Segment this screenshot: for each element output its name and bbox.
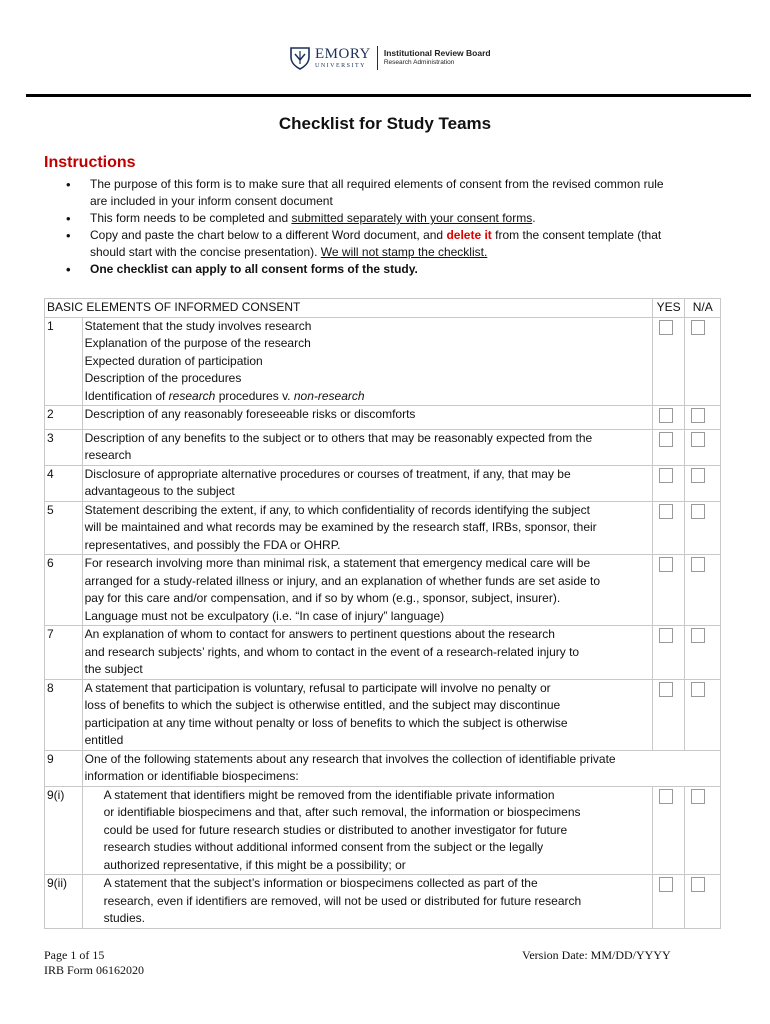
table-row xyxy=(45,501,721,555)
header-label: BASIC ELEMENTS OF INFORMED CONSENT xyxy=(45,299,653,318)
table-row xyxy=(45,786,721,875)
instruction-text: are included in your inform consent document xyxy=(90,194,333,208)
table-row xyxy=(45,750,721,786)
na-checkbox[interactable] xyxy=(691,877,705,892)
instruction-item xyxy=(64,227,724,261)
row-text: Description of any reasonably foreseeable risks or discomforts xyxy=(82,406,652,430)
table-row xyxy=(45,465,721,501)
row-number: 2 xyxy=(45,406,83,430)
yes-checkbox[interactable] xyxy=(659,557,673,572)
header-na: N/A xyxy=(685,299,721,318)
row-text: An explanation of whom to contact for answers to pertinent questions about the research and research subjects’ rights, and whom to contact in the event of a research-related injury to the subject xyxy=(82,626,652,680)
instruction-text: Copy and paste the chart below to a different Word document, and xyxy=(90,228,447,242)
row-text: Statement that the study involves research Explanation of the purpose of the research Expected duration of participation Description of the procedures Identification of research procedures v. non-research xyxy=(82,317,652,406)
header-yes: YES xyxy=(652,299,685,318)
instruction-item xyxy=(64,176,724,210)
yes-checkbox[interactable] xyxy=(659,504,673,519)
header-rule xyxy=(26,94,751,97)
row-number: 6 xyxy=(45,555,83,626)
office-title: Institutional Review Board xyxy=(383,48,491,59)
table-row xyxy=(45,317,721,406)
na-checkbox[interactable] xyxy=(691,432,705,447)
yes-checkbox[interactable] xyxy=(659,789,673,804)
letterhead xyxy=(0,44,770,84)
row-number: 9 xyxy=(45,750,83,786)
na-checkbox[interactable] xyxy=(691,789,705,804)
instruction-item xyxy=(64,210,724,227)
row-text: One of the following statements about any research that involves the collection of identifiable private information or identifiable biospecimens: xyxy=(82,750,720,786)
row-number: 7 xyxy=(45,626,83,680)
yes-checkbox[interactable] xyxy=(659,682,673,697)
na-checkbox[interactable] xyxy=(691,682,705,697)
instruction-underlined-text: We will not stamp the checklist. xyxy=(320,245,488,259)
table-header-row xyxy=(45,299,721,318)
instruction-text: should start with the concise presentation). xyxy=(90,245,321,259)
table-row xyxy=(45,555,721,626)
instruction-text: • The purpose of this form is to make sure that all required elements of consent from the revised common rule xyxy=(90,177,664,191)
row-text: Statement describing the extent, if any, to which confidentiality of records identifying the subject will be maintained and what records may be examined by the research staff, IRBs, sponsor, their representatives, and possibly the FDA or OHRP. xyxy=(82,501,652,555)
instruction-underlined-text: submitted separately with your consent forms xyxy=(291,211,533,225)
table-row xyxy=(45,875,721,929)
instruction-text: from the consent template (that xyxy=(491,228,662,242)
instruction-item xyxy=(64,261,724,278)
row-text: A statement that participation is voluntary, refusal to participate will involve no penalty or loss of benefits to which the subject is otherwise entitled, and the subject may discontinue participation at any time without penalty or loss of benefits to which the subject is otherwise entitled xyxy=(82,679,652,750)
row-number: 9(i) xyxy=(45,786,83,875)
table-row xyxy=(45,406,721,430)
instructions-list xyxy=(64,176,724,278)
row-number: 3 xyxy=(45,429,83,465)
page-number: Page 1 of 15 xyxy=(44,948,105,962)
row-number: 8 xyxy=(45,679,83,750)
row-text: A statement that the subject’s information or biospecimens collected as part of the research, even if identifiers are removed, will not be used or distributed for future research studies. xyxy=(82,875,652,929)
instruction-text: One checklist can apply to all consent forms of the study. xyxy=(90,262,418,276)
instruction-text: This form needs to be completed and xyxy=(90,211,292,225)
emory-shield-icon xyxy=(289,46,311,70)
row-text: Disclosure of appropriate alternative procedures or courses of treatment, if any, that may be advantageous to the subject xyxy=(82,465,652,501)
instruction-emphasis: delete it xyxy=(446,228,492,242)
na-checkbox[interactable] xyxy=(691,557,705,572)
logo-subtext: UNIVERSITY xyxy=(315,63,366,69)
emory-logo xyxy=(289,46,491,70)
logo-wordmark: EMORY xyxy=(315,46,371,62)
na-checkbox[interactable] xyxy=(691,504,705,519)
row-text: Description of any benefits to the subject or to others that may be reasonably expected from the research xyxy=(82,429,652,465)
yes-checkbox[interactable] xyxy=(659,628,673,643)
table-row xyxy=(45,679,721,750)
table-row xyxy=(45,626,721,680)
yes-checkbox[interactable] xyxy=(659,432,673,447)
logo-divider xyxy=(377,46,378,70)
yes-checkbox[interactable] xyxy=(659,320,673,335)
form-id: IRB Form 06162020 xyxy=(44,963,145,977)
na-checkbox[interactable] xyxy=(691,320,705,335)
instructions-heading: Instructions xyxy=(44,154,136,171)
office-subtitle: Research Administration xyxy=(383,59,455,67)
row-number: 4 xyxy=(45,465,83,501)
yes-checkbox[interactable] xyxy=(659,468,673,483)
na-checkbox[interactable] xyxy=(691,628,705,643)
yes-checkbox[interactable] xyxy=(659,408,673,423)
row-number: 5 xyxy=(45,501,83,555)
table-row xyxy=(45,429,721,465)
yes-checkbox[interactable] xyxy=(659,877,673,892)
document-title: Checklist for Study Teams xyxy=(278,114,492,133)
consent-checklist-table xyxy=(44,298,721,929)
footer-left xyxy=(44,948,144,978)
row-text: For research involving more than minimal risk, a statement that emergency medical care will be arranged for a study-related illness or injury, and an explanation of whether funds are set aside to pay for this care and/or compensation, and if so by whom (e.g., sponsor, subject, insurer). Language must not be exculpatory (i.e. “In case of injury” language) xyxy=(82,555,652,626)
version-date: Version Date: MM/DD/YYYY xyxy=(522,948,671,962)
row-number: 9(ii) xyxy=(45,875,83,929)
na-checkbox[interactable] xyxy=(691,468,705,483)
row-text: A statement that identifiers might be removed from the identifiable private information or identifiable biospecimens and that, after such removal, the information or biospecimens could be used for future research studies or distributed to another investigator for future research studies without additional informed consent from the subject or the legally authorized representative, if this might be a possibility; or xyxy=(82,786,652,875)
row-number: 1 xyxy=(45,317,83,406)
instruction-text: . xyxy=(532,211,536,225)
na-checkbox[interactable] xyxy=(691,408,705,423)
